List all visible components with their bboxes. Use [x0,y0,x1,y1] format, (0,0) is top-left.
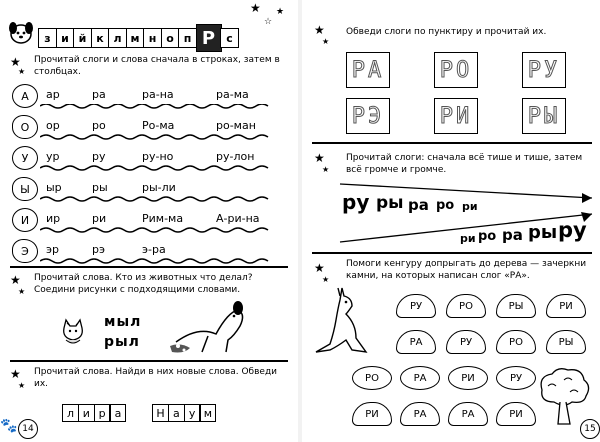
loud-syllable: ро [478,229,497,244]
loud-syllable: ру [558,218,587,242]
vowel-oval: И [12,208,38,232]
word-label: мыл [104,314,142,330]
stone[interactable]: РИ [496,402,536,426]
stone[interactable]: РЫ [546,330,586,354]
stone[interactable]: РЫ [496,294,536,318]
stone[interactable]: РО [352,366,392,390]
task-star-icon: ★ [314,23,325,37]
quiet-syllable: ру [342,190,370,214]
alphabet-letter: с [220,28,239,48]
syllable: ро [92,119,106,132]
traced-syllable: РИ [434,98,478,134]
alphabet-letter: з [38,28,57,48]
syllable: ра [92,88,106,101]
stone[interactable]: РИ [352,402,392,426]
alphabet-current-letter: Р [196,24,222,52]
task2-instruction: Прочитай слоги: сначала всё тише и тише, затем всё громче и громче. [346,153,583,175]
word: А-ри-на [216,212,260,225]
traced-syllable: РУ [522,52,566,88]
box-letter: у [184,404,201,422]
traced-syllable: РА [346,52,390,88]
task-star-icon: ★ [322,165,330,174]
loud-syllable: ри [460,232,476,245]
syllable: ир [46,212,61,225]
syllable: ри [92,212,107,225]
word: ра-ма [216,88,249,101]
task3-instruction: Прочитай слова. Найди в них новые слова. Обведи их. [34,367,278,389]
syllable: ар [46,88,60,101]
stone[interactable]: РА [400,366,440,390]
syllable: ор [46,119,60,132]
vowel-oval: У [12,146,38,170]
task1-instruction: Прочитай слоги и слова сначала в строках, затем в столбцах. [34,55,280,77]
alphabet-letter: й [73,28,92,48]
quiet-syllable: ро [436,198,455,213]
vowel-oval: Э [12,239,38,263]
stone[interactable]: РУ [496,366,536,390]
traced-syllable: РЭ [346,98,390,134]
box-word [62,404,125,422]
stone[interactable]: РА [396,330,436,354]
page-number: 15 [580,419,600,439]
hanging-star-icon: ★ [250,1,261,15]
kangaroo-icon [312,284,368,360]
vowel-oval: Ы [12,177,38,201]
alphabet-letter: к [91,28,110,48]
task-star-icon: ★ [314,151,325,165]
cat-icon [60,318,86,350]
task2-instruction: Прочитай слова. Кто из животных что делал? Соедини рисунки с подходящими словами. [34,273,253,295]
traced-syllable: РО [434,52,478,88]
task-star-icon: ★ [322,275,330,284]
alphabet-letter: п [178,28,197,48]
task-star-icon: ★ [322,37,330,46]
traced-syllable: РЫ [522,98,566,134]
page-number: 14 [18,419,38,439]
task-star-icon: ★ [18,381,26,390]
stone[interactable]: РУ [446,330,486,354]
box-word [152,404,215,422]
hanging-star-icon: ★ [276,7,285,17]
section-divider [10,266,288,268]
stone[interactable]: РО [496,330,536,354]
left-page [0,0,298,442]
quiet-syllable: ра [408,196,429,214]
box-letter: и [78,404,95,422]
task3-instruction: Помоги кенгуру допрыгать до дерева — зачеркни камни, на которых написан слог «РА». [346,259,587,281]
loud-syllable: ра [502,226,523,244]
task-star-icon: ★ [18,67,26,76]
task-star-icon: ★ [10,55,21,69]
alphabet-letter: м [126,28,145,48]
stone[interactable]: РИ [448,366,488,390]
dog-digging-icon [168,296,248,362]
box-letter: л [62,404,79,422]
word: ру-лон [216,150,255,163]
syllable: эр [46,243,60,256]
word: ра-на [142,88,174,101]
task-star-icon: ★ [10,273,21,287]
task-star-icon: ★ [10,367,21,381]
hanging-star-icon: ☆ [264,17,273,27]
task-star-icon: ★ [18,287,26,296]
word: ры-ли [142,181,176,194]
cat-corner-icon: 🐾 [0,418,18,434]
syllable: ур [46,150,60,163]
section-divider [312,142,592,144]
word: Ро-ма [142,119,175,132]
stone[interactable]: РО [446,294,486,318]
word: э-ра [142,243,166,256]
quiet-syllable: ри [462,200,478,213]
task1-instruction: Обведи слоги по пунктиру и прочитай их. [346,27,547,37]
syllable: ру [92,150,106,163]
word: ро-ман [216,119,256,132]
syllable: рэ [92,243,106,256]
box-letter: м [199,404,216,422]
alphabet-letter: л [108,28,127,48]
box-letter: а [168,404,185,422]
word: Рим-ма [142,212,184,225]
section-divider [312,252,592,254]
word: ру-но [142,150,174,163]
vowel-oval: А [12,84,38,108]
loud-syllable: ры [528,222,558,243]
syllable: ыр [46,181,62,194]
alphabet-letter: н [143,28,162,48]
stone[interactable]: РУ [396,294,436,318]
stone[interactable]: РА [400,402,440,426]
task-star-icon: ★ [314,261,325,275]
alphabet-letter: о [161,28,180,48]
section-divider [10,360,288,362]
box-letter: р [94,404,111,422]
right-page [302,0,600,442]
dog-mascot-icon [6,20,36,50]
syllable: ры [92,181,108,194]
quiet-syllable: ры [376,193,404,213]
stone[interactable]: РИ [546,294,586,318]
wavy-rules [40,104,276,264]
stone[interactable]: РА [448,402,488,426]
box-letter: Н [152,404,169,422]
alphabet-letter: и [56,28,75,48]
box-letter: а [109,404,126,422]
word-label: рыл [104,334,140,350]
vowel-oval: О [12,115,38,139]
alphabet-strip [38,24,238,52]
